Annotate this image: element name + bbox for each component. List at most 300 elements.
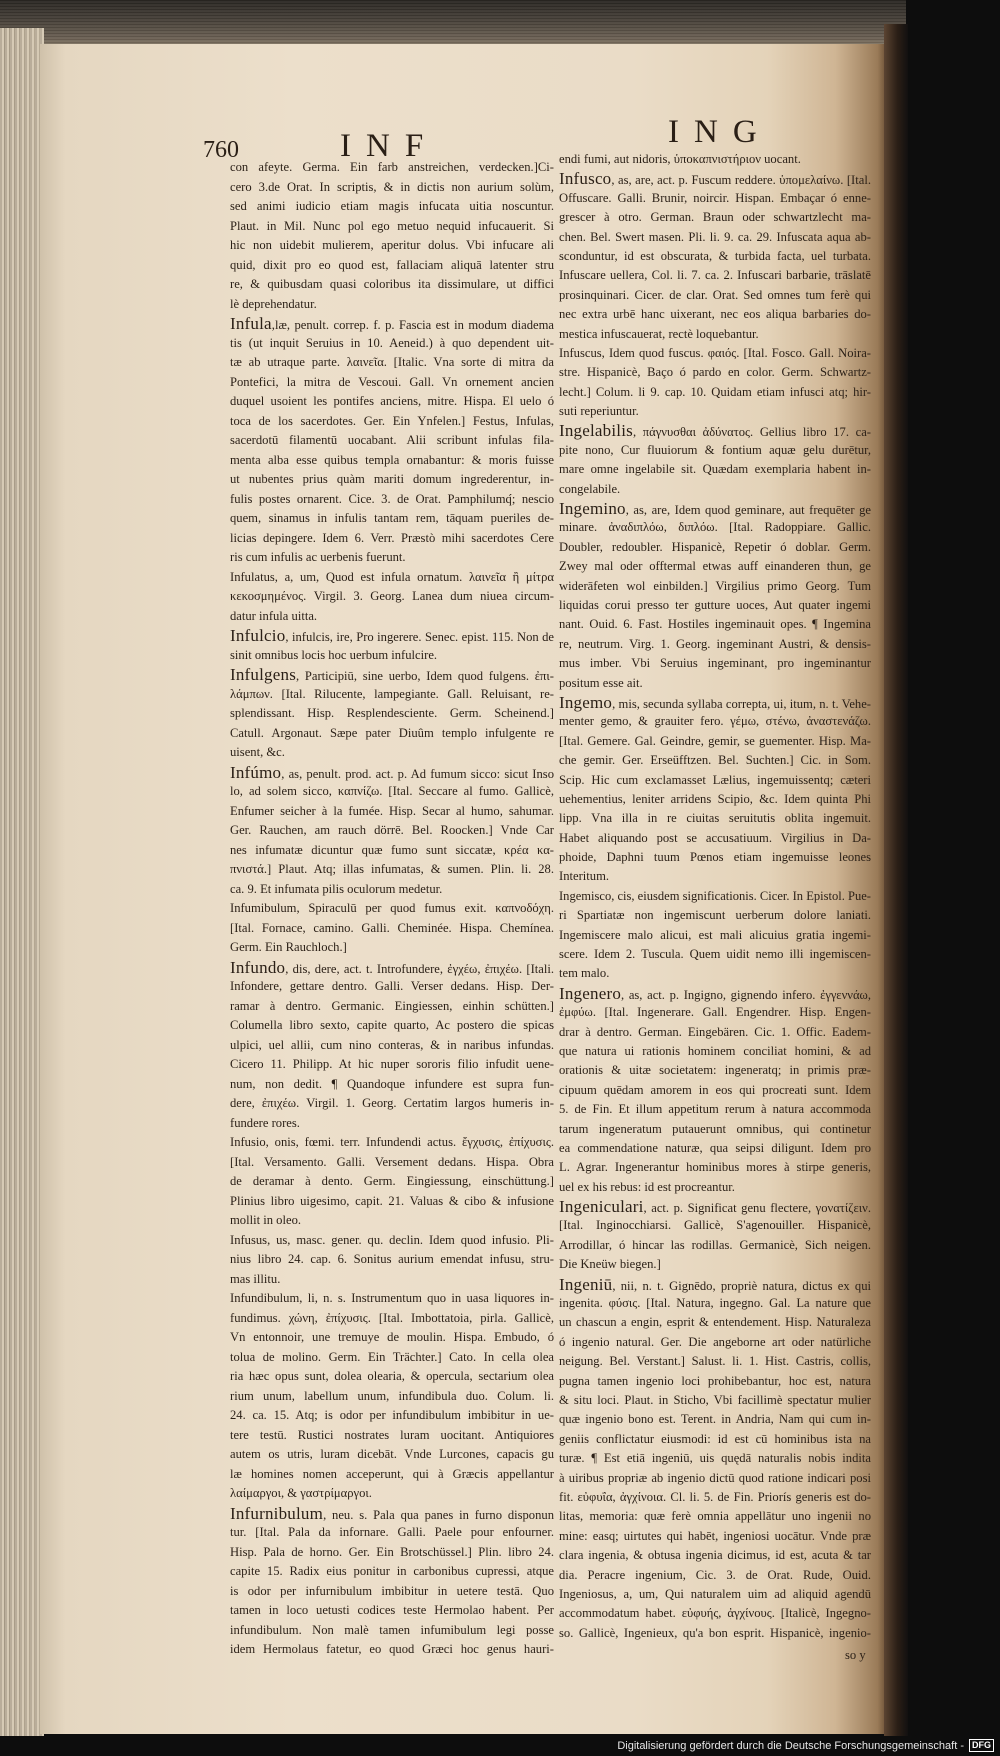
line-text: quid, dixit pro eo quod est, fallaciam aliquā latenter stru (230, 257, 554, 272)
line-text: Vn entonnoir, une tremuye de moulin. Hispa. Embudo, ó (230, 1330, 554, 1344)
line-text: Infundibulum, li, n. s. Instrumentum quo in uasa liquores in- (230, 1291, 554, 1305)
line-text: dia. Peracre ingenium, Cic. 3. de Orat. Rude, Ouid. (559, 1567, 871, 1582)
text-line (559, 383, 871, 402)
text-line (230, 743, 554, 763)
text-line (230, 1036, 554, 1056)
text-line (230, 899, 554, 919)
line-text: stre. Hispanicè, Baço ó pardo en color. Germ. Schwartz- (559, 365, 871, 380)
text-line (230, 1153, 554, 1173)
line-text: ris cum infulis ac uerbenis fuerunt. (230, 550, 406, 564)
line-text: Arrodillar, ó hincar las rodillas. Germanicè, Sich neigen. (559, 1237, 871, 1252)
entry-headword: Infulcio (230, 626, 286, 645)
line-text (230, 626, 554, 648)
line-text: tere testū. Rustici nostrates luram uocitant. Antiquiores (230, 1427, 554, 1442)
text-line (559, 1139, 871, 1158)
text-line (230, 587, 554, 607)
text-line (559, 1488, 871, 1507)
line-text: que natura ui rationis hominem conciliat homini, & ad (559, 1043, 871, 1058)
line-text: Scip. Hic cum exclamasset Lælius, ingemuissentq; cæteri (559, 772, 871, 787)
line-text: Ger. Rauchen, am rauch dörrē. Bel. Roocken.] Vnde Car (230, 823, 554, 837)
text-line (230, 1406, 554, 1426)
line-text: uehementius, leniter arridens Scipio, &c. Idem quinta Phi (559, 791, 871, 806)
text-line (230, 1075, 554, 1095)
text-line (230, 373, 554, 393)
line-text: Habet aliquando post se accusatiuum. Virgilius in Da- (559, 830, 871, 845)
line-text: sed animi iudicio etiam magis infucata uitia noscuntur. (230, 199, 554, 213)
text-line (230, 509, 554, 529)
line-text (559, 169, 871, 190)
entry-headword: Infúmo (230, 762, 282, 782)
text-line (230, 841, 554, 861)
line-text: cero 3.de Orat. In scriptis, & in dictis non aurium solùm, (230, 179, 554, 194)
digitization-footer (0, 1736, 1000, 1756)
text-line (559, 325, 871, 344)
text-line (230, 1231, 554, 1251)
line-text: Pontefici, la mitra de Vescoui. Gall. Vn ornement ancien (230, 374, 554, 389)
book-top-edge (0, 0, 906, 48)
line-text: Die Kneüw biegen.] (559, 1257, 661, 1272)
text-line (559, 1003, 871, 1022)
text-line (230, 919, 554, 939)
text-line (230, 821, 554, 841)
left-text-column (230, 158, 554, 1660)
text-line (230, 353, 554, 373)
entry-headword-line (230, 958, 554, 978)
line-text: Zwey mal oder offtermal etwas auff einanderen thun, ge (559, 559, 871, 574)
text-line (559, 1469, 871, 1488)
line-text: ó ingenio natural. Ger. Die angeborne art oder natürliche (559, 1334, 871, 1349)
text-line (559, 674, 871, 693)
text-line (230, 334, 554, 354)
entry-text: , as, are, act. p. Fuscum reddere. ὑπομελαίνω. [Ital. (611, 173, 871, 188)
text-line (559, 829, 871, 848)
entry-headword-line (559, 499, 871, 518)
text-line (559, 1507, 871, 1526)
line-text: duquel usoient les pontifes anciens, mitre. Hispa. El uelo ó (230, 394, 554, 408)
line-text: ri Spartiatæ non ingemiscunt uerberum dolore laniati. (559, 908, 871, 923)
line-text: infundibulum. Non malè tamen infumibulum legi posse (230, 1622, 554, 1637)
text-line (559, 790, 871, 809)
line-text: fit. εὐφυΐα, ἀγχίνοια. Cl. li. 5. de Fin. Priorís generis est do- (559, 1489, 871, 1504)
line-text: Catull. Argonaut. Sæpe pater Diuûm templo infulgente re (230, 725, 554, 740)
line-text (230, 958, 554, 980)
entry-text: , act. p. Significat genu flectere, γονατίζειν. (643, 1201, 871, 1216)
line-text: mas illitu. (230, 1271, 281, 1286)
line-text: con afeyte. Germa. Ein farb anstreichen, verdecken.]Ci- (230, 160, 554, 174)
line-text: λαίμαργοι, & γαστρίμαργοι. (230, 1486, 372, 1500)
line-text: litas, memoria: quæ ferè omnia appellātur uno ingenii no (559, 1509, 871, 1524)
entry-headword: Ingeniculari (559, 1197, 644, 1217)
line-text: prosinquinari. Cicer. de clar. Orat. Sed omnes tum ferè qui (559, 287, 871, 302)
text-line (559, 247, 871, 266)
line-text: scere. Idem 2. Tuscula. Quem uidit nemo illi ingemiscen- (559, 947, 871, 962)
right-running-head: ING (668, 114, 772, 150)
text-line (559, 1391, 871, 1410)
line-text: capite 15. Radix eius ponitur in carbonibus cupressi, atque (230, 1564, 554, 1578)
line-text: che gemir. Ger. Erseüfftzen. Bel. Suchten.] Cic. in Som. (559, 753, 871, 768)
entry-text: , πάγνυσθαι ἀδύνατος. Gellius libro 17. ca- (632, 425, 871, 440)
line-text: Infusus, us, masc. gener. qu. declin. Idem quod infusio. Pli- (230, 1232, 554, 1247)
line-text: ea commendatione naturæ, qua seipsi diligunt. Idem pro (559, 1140, 871, 1155)
entry-headword-line (559, 1275, 871, 1294)
text-line (230, 1055, 554, 1075)
line-text: re, & quibusdam quasi coloribus ita dissimulare, ut diffici (230, 277, 554, 291)
text-line (559, 1120, 871, 1139)
text-line (230, 607, 554, 627)
line-text: Ingeniosus, a, um, Qui naturalem uim ad aliquid agendū (559, 1586, 871, 1601)
line-text: tis (ut inquit Seruius in 10. Aeneid.) à quo dependent uit- (230, 335, 554, 350)
text-line (230, 256, 554, 276)
right-text-column (559, 150, 871, 1643)
text-line (559, 848, 871, 867)
text-line (559, 1624, 871, 1643)
line-text: Hisp. Pala de horno. Ger. Ein Brotschüssel.] Plin. libro 24. (230, 1544, 554, 1559)
dfg-logo: DFG (969, 1739, 994, 1752)
text-line (559, 150, 871, 169)
line-text: liquidas corui presso ter gutture uoces, Aut quater ingemi (559, 597, 871, 612)
text-line (559, 1216, 871, 1235)
line-text: nant. Ouid. 6. Fast. Hostiles ingeminauit opes. ¶ Ingemina (559, 617, 871, 632)
line-text: positum esse ait. (559, 675, 643, 690)
line-text: læ homines nomen acceperunt, qui à Græcis appellantur (230, 1466, 554, 1481)
line-text: menter gemo, & grauiter fero. γέμω, στένω, ἀναστενάζω. (559, 714, 871, 729)
text-line (230, 490, 554, 510)
line-text: re, neutrum. Virg. 1. Georg. ingeminant Austri, & densis- (559, 636, 871, 651)
text-line (230, 1094, 554, 1114)
entry-headword: Ingemo (559, 692, 613, 712)
line-text: idem Hermolaus fatetur, eo quod Græci hoc genus hauri- (230, 1642, 554, 1656)
line-text: L. Agrar. Ingenerantur hominibus mores à stirpe generis, (559, 1160, 871, 1175)
entry-text: ,læ, penult. correp. f. p. Fascia est in modum diadema (271, 318, 554, 332)
line-text (559, 1197, 871, 1218)
line-text: tolua de molino. Germ. Ein Trächter.] Cato. In cella olea (230, 1349, 554, 1364)
line-text: Infuscare uellera, Col. li. 7. ca. 2. Infuscari barbarie, trāslatē (559, 268, 871, 283)
text-line (230, 1016, 554, 1036)
line-text: Ingemiscere malo alicui, est mali alicuius gratia ingemi- (559, 927, 871, 942)
line-text: mollit in oleo. (230, 1213, 302, 1227)
line-text: tem malo. (559, 966, 610, 981)
line-text: lipp. Vna illa in re ciuitas seruitutis oblita ingemuit. (559, 811, 871, 826)
text-line (559, 208, 871, 227)
text-line (230, 197, 554, 217)
line-text: Offuscare. Galli. Brunir, noircir. Hispan. Embaçar ó enne- (559, 190, 871, 205)
footer-credit-text: Digitalisierung gefördert durch die Deutsche Forschungsgemeinschaft - (617, 1740, 964, 1752)
line-text: Ingemisco, cis, eiusdem significationis. Cicer. In Epistol. Pue- (559, 888, 871, 903)
text-line (230, 412, 554, 432)
line-text: mare omne ingelabile sit. Quædam exemplaria habent in- (559, 462, 871, 477)
text-line (559, 1236, 871, 1255)
text-line (230, 938, 554, 958)
line-text: [Ital. Inginocchiarsi. Gallicè, S'agenouiller. Hispanicè, (559, 1218, 871, 1233)
text-line (559, 1313, 871, 1332)
text-line (559, 1100, 871, 1119)
line-text: ἐμφύω. [Ital. Ingenerare. Gall. Engendrer. Hisp. Engen- (559, 1005, 871, 1020)
page-number: 760 (203, 137, 239, 163)
line-text: congelabile. (559, 481, 621, 496)
text-line (230, 685, 554, 705)
line-text: lo, ad solem sicco, καπνίζω. [Ital. Seccare al fumo. Gallicè, (230, 784, 554, 798)
line-text: cipuum quēdam amorem in eos qui procreati sunt. Idem (559, 1082, 871, 1097)
line-text (559, 421, 871, 442)
text-line (230, 782, 554, 802)
text-line (559, 809, 871, 828)
text-line (559, 887, 871, 906)
text-line (230, 704, 554, 724)
line-text: Infumibulum, Spiraculū per quod fumus exit. καπνοδόχη. (230, 901, 554, 915)
line-text: datur infula uitta. (230, 608, 318, 623)
line-text: num, non dedit. ¶ Quandoque infundere est supra fun- (230, 1076, 554, 1091)
line-text (559, 499, 871, 520)
text-line (559, 867, 871, 886)
line-text: phoide, Daphni tuum Pœnos etiam ingemuisse leones (559, 850, 871, 865)
line-text: rium unum, labellum unum, infundibula duo. Colum. li. (230, 1388, 554, 1403)
line-text: ut nubentes prius quàm mariti domum ingrederentur, in- (230, 472, 554, 486)
line-text: Infulatus, a, um, Quod est infula ornatum. λαινεῖα ἢ μίτρα (230, 569, 554, 584)
text-line (559, 577, 871, 596)
line-text: fulis postes ornarent. Cice. 3. de Orat. Pamphilumq́; nescio (230, 491, 554, 506)
text-line (230, 977, 554, 997)
entry-text: , mis, secunda syllaba correpta, ui, itum, n. t. Vehe- (612, 696, 871, 711)
line-text: dere, ἐπιχέω. Virgil. 1. Georg. Certatim largos humeris in- (230, 1096, 554, 1110)
entry-headword: Ingenero (559, 983, 622, 1003)
entry-headword-line (230, 763, 554, 783)
line-text: autem os utris, luram dicebāt. Vnde Lurcones, capacis gu (230, 1447, 554, 1461)
line-text: hic non uidebit mulierem, aperitur dolus. Vbi infucare ali (230, 238, 554, 252)
text-line (230, 431, 554, 451)
line-text: uisent, &c. (230, 745, 285, 759)
line-text: neigung. Bel. Verstant.] Salust. li. 1. Hist. Castris, collis, (559, 1354, 871, 1369)
text-line (559, 286, 871, 305)
text-line (230, 158, 554, 178)
text-line (559, 964, 871, 983)
line-text: κεκοσμημένος. Virgil. 3. Georg. Lanea dum niuea circum- (230, 589, 554, 603)
text-line (559, 1604, 871, 1623)
catchword: so y (845, 1648, 866, 1662)
text-line (559, 538, 871, 557)
left-running-head: INF (340, 128, 439, 164)
line-text: nec extra urbē hanc uixerant, nec eos aliqua barbaries do- (559, 307, 871, 322)
text-line (559, 189, 871, 208)
line-text: un chascun a engin, esprit & entendement. Hisp. Naturaleza (559, 1315, 871, 1330)
line-text: suti reperiuntur. (559, 404, 639, 419)
text-line (559, 615, 871, 634)
line-text: fundimus. χώνη, ἐπίχυσις. [Ital. Imbottatoia, pirla. Gallicè, (230, 1310, 554, 1325)
text-line (230, 1289, 554, 1309)
entry-headword: Infula (230, 314, 272, 333)
text-line (559, 732, 871, 751)
text-line (559, 1566, 871, 1585)
text-line (559, 906, 871, 925)
text-line (559, 518, 871, 537)
entry-headword-line (230, 314, 554, 334)
text-line (559, 1585, 871, 1604)
text-line (230, 1445, 554, 1465)
line-text (559, 1275, 871, 1296)
text-line (559, 363, 871, 382)
line-text: fundere rores. (230, 1115, 300, 1130)
text-line (559, 751, 871, 770)
binding-gutter (884, 24, 908, 1736)
text-line (230, 1523, 554, 1543)
text-line (230, 275, 554, 295)
text-line (230, 1172, 554, 1192)
text-line (230, 529, 554, 549)
entry-headword-line (230, 626, 554, 646)
line-text: Plinius libro uigesimo, capit. 21. Valuas & cibo & infusione (230, 1193, 554, 1208)
text-line (230, 1582, 554, 1602)
text-line (559, 926, 871, 945)
line-text: accommodatum habet. εὐφυής, ἀγχίνους. [Italicè, Ingegno- (559, 1606, 871, 1621)
text-line (230, 1621, 554, 1641)
line-text (559, 693, 871, 714)
text-line (230, 568, 554, 588)
line-text: 5. de Fin. Et illum appetitum rerum à natura accommoda (559, 1102, 871, 1117)
line-text (230, 314, 554, 336)
line-text: Infondere, gettare dentro. Galli. Verser dedans. Hisp. Der- (230, 979, 554, 993)
entry-headword: Ingelabilis (559, 421, 633, 441)
text-line (230, 1543, 554, 1563)
line-text: pite nono, Cur fluuiorum & fontium aquæ gelu durētur, (559, 442, 871, 457)
line-text: licias depingere. Idem 6. Verr. Præstò mihi sacerdotes Cere (230, 530, 554, 545)
text-line (559, 266, 871, 285)
line-text: ulpici, uel allii, cum nino conteras, & in naribus infundas. (230, 1037, 554, 1052)
entry-text: , as, are, Idem quod geminare, aut frequēter ge (625, 503, 871, 518)
text-line (559, 1546, 871, 1565)
line-text: ramar à dentro. Germanic. Eingiessen, einhin schütten.] (230, 998, 554, 1013)
line-text: Plaut. in Mil. Nunc pol ego metuo nequid infucauerit. Si (230, 218, 554, 233)
line-text: à uiribus propriæ ab ingenio dictū quod ratione indicari posi (559, 1470, 871, 1485)
text-line (230, 1309, 554, 1329)
entry-text: , nii, n. t. Gignēdo, propriè natura, dictus ex qui (612, 1278, 871, 1293)
text-line (559, 557, 871, 576)
text-line (230, 880, 554, 900)
line-text: [Ital. Versamento. Galli. Versement dedans. Hispa. Obra (230, 1154, 554, 1169)
text-line (230, 1562, 554, 1582)
text-line (230, 295, 554, 315)
text-line (559, 1061, 871, 1080)
text-line (559, 228, 871, 247)
text-line (559, 1449, 871, 1468)
text-line (230, 548, 554, 568)
line-text: drar à dentro. German. Eingebären. Cic. 1. Offic. Eadem- (559, 1024, 871, 1039)
entry-text: , dis, dere, act. t. Introfundere, ἐγχέω, ἐπιχέω. [Itali. (285, 961, 554, 976)
text-line (559, 480, 871, 499)
line-text: [Ital. Fornace, camino. Galli. Cheminée. Hispa. Chemínea. (230, 920, 554, 935)
text-line (230, 1270, 554, 1290)
entry-headword-line (559, 984, 871, 1003)
text-line (230, 1601, 554, 1621)
text-line (230, 1328, 554, 1348)
entry-headword: Infulgens (230, 665, 297, 684)
line-text: Infuscus, Idem quod fuscus. φαιός. [Ital. Fosco. Gall. Noira- (559, 345, 871, 360)
line-text: Interitum. (559, 869, 610, 884)
entry-text: , infulcis, ire, Pro ingerere. Senec. epist. 115. Non de (285, 630, 554, 644)
line-text: so. Gallicè, Ingenieux, qu'a bon esprit. Hispanicè, ingenio- (559, 1625, 871, 1640)
line-text: toca de los sacerdotes. Ger. Ein Ynfelen.] Festus, Infulas, (230, 413, 554, 428)
line-text: de deramar à dento. Germ. Eingiessung, einschüttung.] (230, 1174, 554, 1188)
line-text: orationis & uitæ societatem: ingeneratq; in primis præ- (559, 1063, 871, 1078)
line-text: tur. [Ital. Pala da infornare. Galli. Paele pour enfourner. (230, 1525, 554, 1539)
text-line (559, 1178, 871, 1197)
line-text: nius libro 24. cap. 6. Sonitus aurium emendat infusu, stru- (230, 1252, 554, 1266)
entry-headword-line (559, 693, 871, 712)
line-text (230, 665, 554, 687)
text-line (230, 1465, 554, 1485)
line-text (230, 1504, 554, 1526)
text-line (230, 1114, 554, 1134)
line-text: & situ loci. Plaut. in Sticho, Vbi facillimè spectatur mulier (559, 1393, 871, 1407)
line-text: lecht.] Colum. li 9. cap. 10. Quidam etiam infusci atq; hir- (559, 384, 871, 399)
entry-headword: Infundo (230, 957, 286, 977)
line-text: λάμπων. [Ital. Rilucente, lampegiante. Gall. Reluisant, re- (230, 686, 554, 701)
line-text: is odor per infurnibulum imbibitur in uetere testā. Quo (230, 1583, 554, 1598)
text-line (559, 441, 871, 460)
text-line (559, 1410, 871, 1429)
line-text: tamen in loco uetusti codices teste Hermolao habent. Per (230, 1603, 554, 1617)
line-text: geniis conflictatur eiusmodi: id est cū hominibus ista na (559, 1431, 871, 1446)
text-line (559, 596, 871, 615)
text-line (230, 724, 554, 744)
line-text: ria hæc opus sunt, dolea olearia, & opercula, sectarium olea (230, 1369, 554, 1383)
line-text: splendissant. Hisp. Resplendesciente. Germ. Scheinend.] (230, 706, 554, 720)
line-text: sinit omnibus locis hoc uerbum infulcire. (230, 647, 438, 662)
text-line (230, 1211, 554, 1231)
line-text: turæ. ¶ Est etiā ingeniū, uis quędā naturalis nobis indita (559, 1451, 871, 1466)
line-text: mine: easq; uirtutes qui habēt, ingeniosi uocātur. Vnde præ (559, 1528, 871, 1543)
text-line (559, 1294, 871, 1313)
text-line (559, 1430, 871, 1449)
text-line (230, 1426, 554, 1446)
text-line (559, 1333, 871, 1352)
line-text: lè deprehendatur. (230, 296, 317, 311)
line-text: minare. ἀναδιπλόω, διπλόω. [Ital. Radoppiare. Gallic. (559, 520, 871, 535)
line-text: Germ. Ein Rauchloch.] (230, 940, 347, 954)
line-text: sacerdotū filamentū uocabant. Alii scribunt infulas fila- (230, 433, 554, 447)
entry-headword-line (559, 421, 871, 440)
entry-text: , Participiū, sine uerbo, Idem quod fulgens. ἐπι- (296, 669, 554, 683)
text-line (230, 236, 554, 256)
text-line (559, 771, 871, 790)
entry-headword-line (230, 665, 554, 685)
line-text: quæ ingenio bono est. Terent. in Andria, Nam qui cum in- (559, 1412, 871, 1427)
line-text: Infusio, onis, fœmi. terr. Infundendi actus. ἔγχυσις, ἐπίχυσις. (230, 1135, 554, 1149)
entry-headword: Ingeniū (559, 1274, 613, 1294)
line-text: πνιστά.] Plaut. Atq; illas infumatas, & sumen. Plin. li. 28. (230, 862, 554, 876)
line-text: [Ital. Gemere. Gal. Geindre, gemir, se guementer. Hisp. Ma- (559, 733, 871, 748)
text-line (559, 1023, 871, 1042)
line-text: sconduntur, id est obscurata, & turbida facta, uel turbata. (559, 248, 871, 263)
text-line (559, 945, 871, 964)
text-line (559, 1158, 871, 1177)
text-line (559, 402, 871, 421)
text-line (559, 1372, 871, 1391)
entry-text: , neu. s. Pala qua panes in furno disponun (323, 1507, 554, 1522)
line-text: ingenita. φύσις. [Ital. Natura, ingegno. Gal. La nature que (559, 1296, 871, 1311)
line-text: widerāfeten wol einbilden.] Virgilius primo Georg. Tum (559, 578, 871, 593)
line-text: nes infumatæ dicuntur quæ fumo sunt siccatæ, κρέα κα- (230, 842, 554, 857)
text-line (230, 1192, 554, 1212)
text-line (559, 305, 871, 324)
entry-headword-line (559, 169, 871, 188)
text-line (230, 1133, 554, 1153)
text-line (559, 344, 871, 363)
line-text: Doubler, redoubler. Hispanicè, Repetir ó doblar. Germ. (559, 539, 871, 554)
text-line (230, 1484, 554, 1504)
line-text (230, 763, 554, 785)
line-text: pugna tamen ingenio loci prohibebantur, hoc est, natura (559, 1373, 871, 1388)
text-line (230, 470, 554, 490)
text-line (230, 1640, 554, 1660)
